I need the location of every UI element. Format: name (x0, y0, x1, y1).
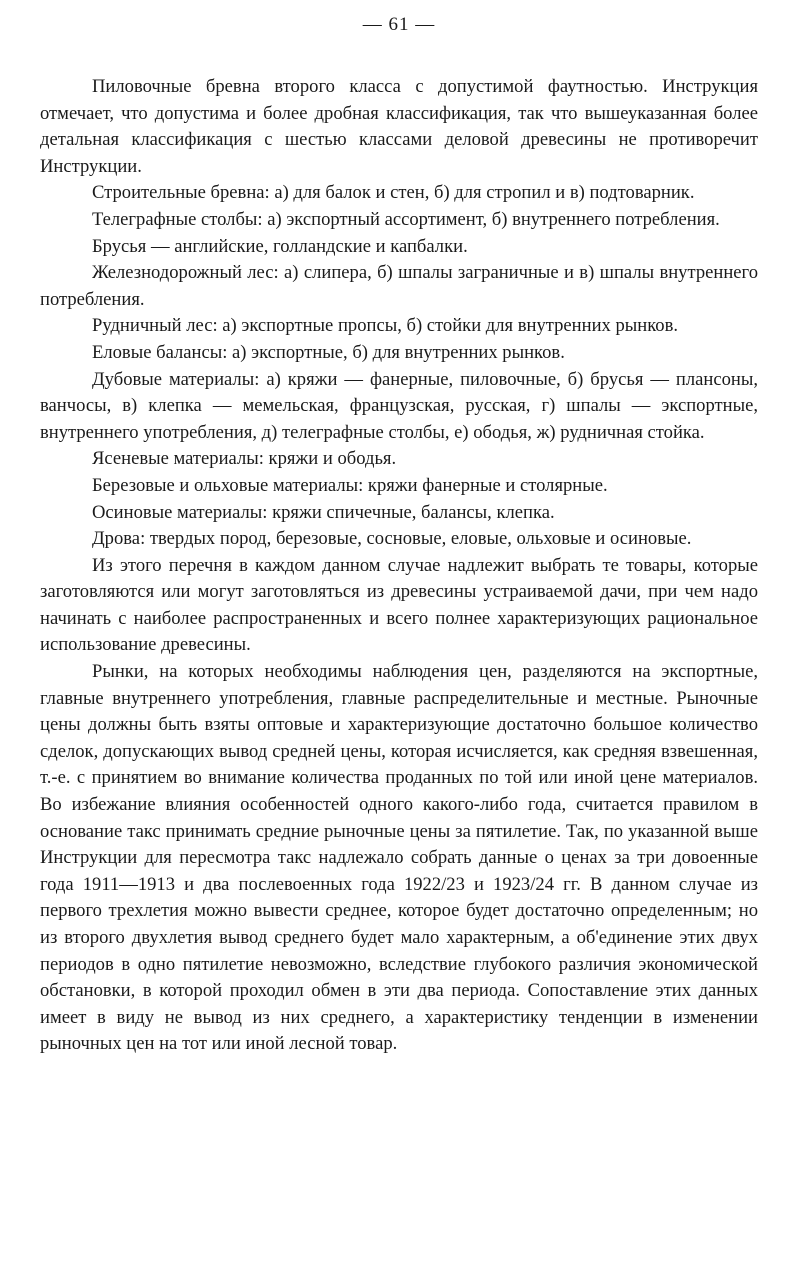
paragraph-birch-alder-materials: Березовые и ольховые материалы: кряжи фанерные и столярные. (92, 474, 608, 496)
paragraph-railway-timber: Железнодорожный лес: а) слипера, б) шпалы заграничные и в) шпалы внутреннего потребления. (40, 262, 758, 310)
paragraph-markets: Рынки, на которых необходимы наблюдения цен, разделяются на экспортные, главные внутреннего употребления, главные распределительные и местные. Рыночные цены должны быть взяты оптовые и характеризующие достаточно большое количество сделок, допускающих вывод средней цены, которая исчисляется, как средняя взвешенная, т.-е. с принятием во внимание количества проданных по той или иной цене материалов. Во избежание влияния особенностей одного какого-либо года, считается правилом в основание такс принимать средние рыночные цены за пятилетие. Так, по указанной выше Инструкции для пересмотра такс надлежало собрать данные о ценах за три довоенные года 1911—1913 и два послевоенных года 1922/23 и 1923/24 гг. В данном случае из первого трехлетия можно вывести среднее, которое будет достаточно определенным; но из второго двухлетия вывод среднего будет мало характерным, а об'единение этих двух периодов в одно пятилетие невозможно, вследствие глубокого различия экономической обстановки, в которой проходил обмен в эти два периода. Сопоставление этих данных имеет в виду не вывод из них среднего, а характеристику тенденции в изменении рыночных цен на тот или иной лесной товар. (40, 661, 758, 1055)
paragraph-aspen-materials: Осиновые материалы: кряжи спичечные, балансы, клепка. (92, 501, 555, 523)
paragraph-spruce-pulpwood: Еловые балансы: а) экспортные, б) для внутренних рынков. (92, 341, 565, 363)
document-page (40, 14, 758, 1058)
page-number: — 61 — (362, 14, 436, 35)
paragraph-beams: Брусья — английские, голландские и капбалки. (92, 235, 468, 257)
paragraph-selection: Из этого перечня в каждом данном случае надлежит выбрать те товары, которые заготовляются или могут заготовляться из древесины устраиваемой дачи, при чем надо начинать с наиболее распространенных и всего полнее характеризующих рациональное использование древесины. (40, 554, 758, 656)
paragraph-construction-logs: Строительные бревна: а) для балок и стен, б) для стропил и в) подтоварник. (92, 182, 695, 204)
paragraph-ash-materials: Ясеневые материалы: кряжи и ободья. (92, 448, 397, 470)
paragraph-firewood: Дрова: твердых пород, березовые, сосновые, еловые, ольховые и осиновые. (92, 528, 692, 550)
paragraph-telegraph-poles: Телеграфные столбы: а) экспортный ассортимент, б) внутреннего потребления. (92, 208, 720, 230)
paragraph-oak-materials: Дубовые материалы: а) кряжи — фанерные, пиловочные, б) брусья — плансоны, ванчосы, в) клепка — мемельская, французская, русская, г) шпалы — экспортные, внутреннего употребления, д) телеграфные столбы, е) ободья, ж) рудничная стойка. (40, 368, 758, 443)
paragraph-mine-timber: Рудничный лес: а) экспортные пропсы, б) стойки для внутренних рынков. (92, 315, 679, 337)
paragraph-sawlogs: Пиловочные бревна второго класса с допустимой фаутностью. Инструкция отмечает, что допустима и более дробная классификация, так что вышеуказанная более детальная классификация с шестью классами деловой древесины не противоречит Инструкции. (40, 76, 758, 177)
